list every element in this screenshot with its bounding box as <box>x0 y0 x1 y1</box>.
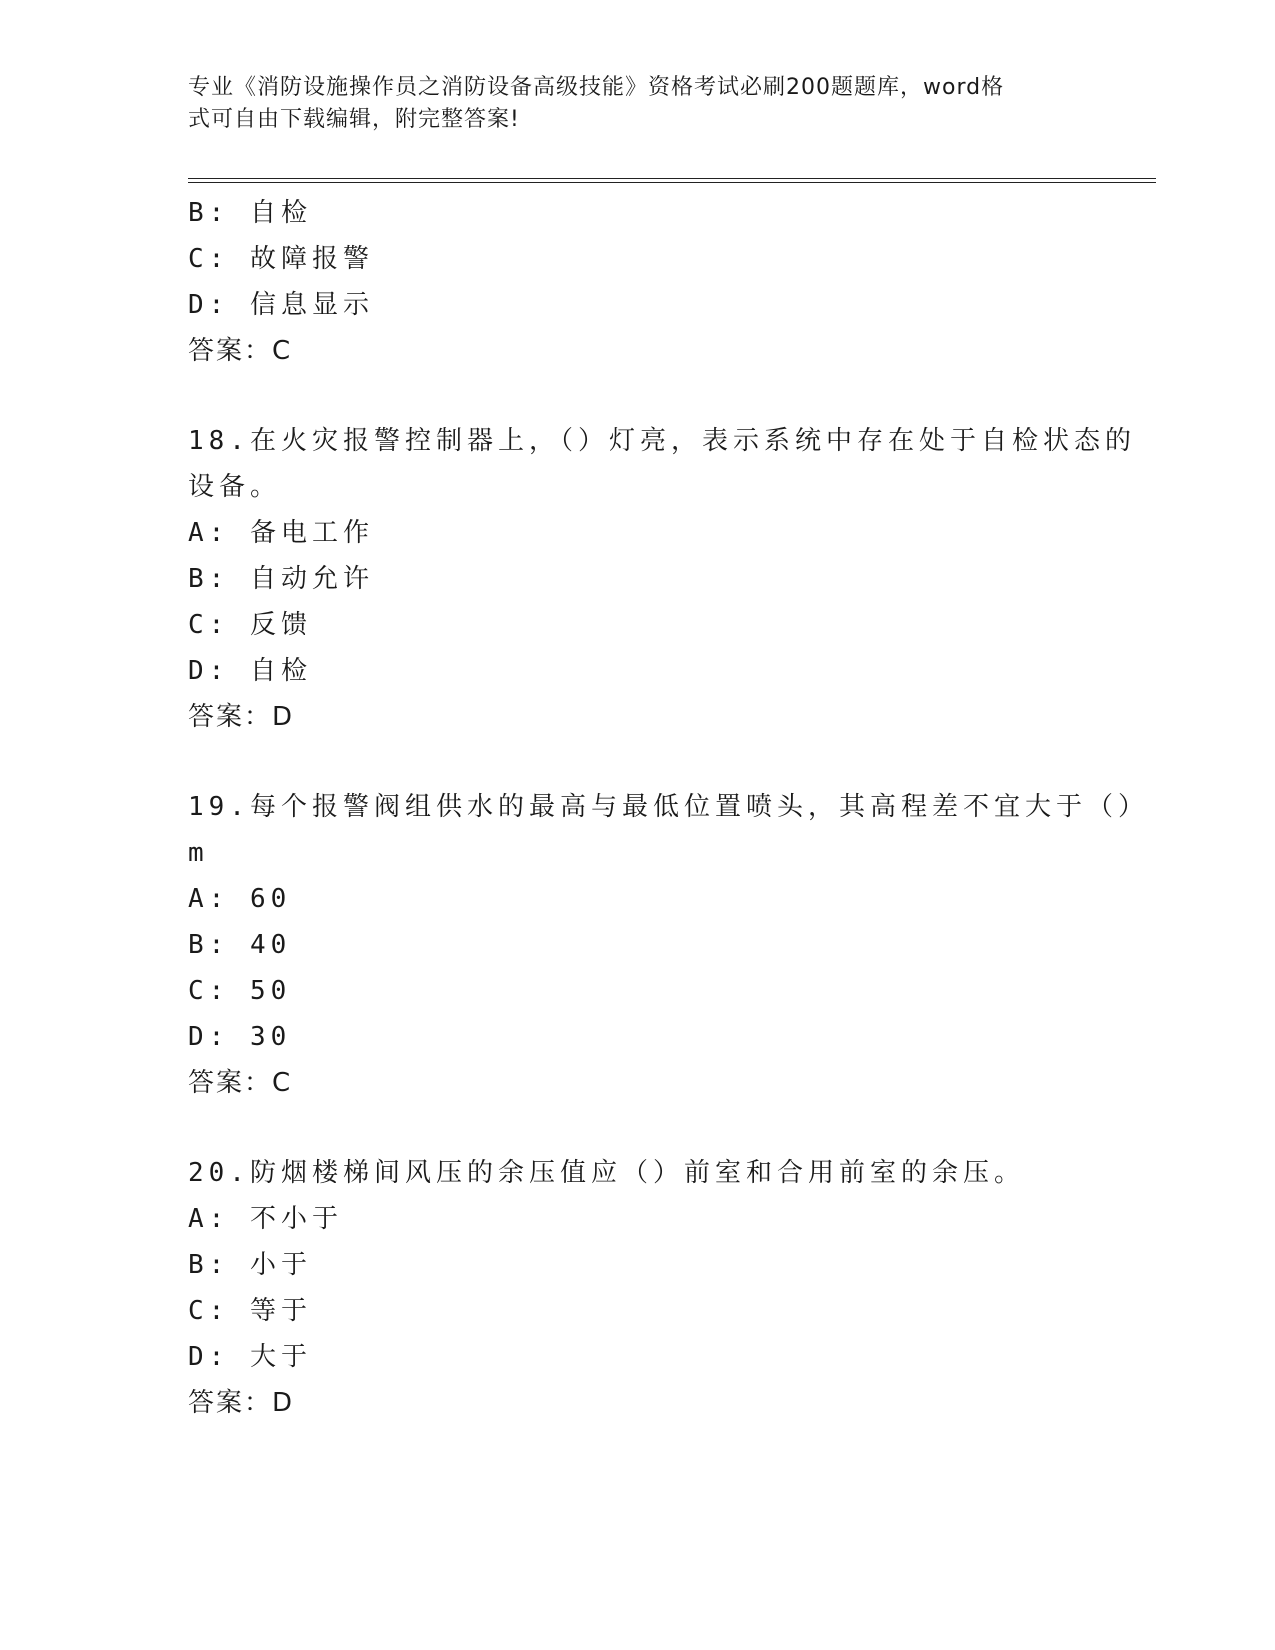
option-c: C: 故障报警 <box>188 244 374 274</box>
option-d: D: 大于 <box>188 1342 312 1372</box>
question-20 <box>188 1150 1088 1426</box>
option-b: B: 自动允许 <box>188 564 374 594</box>
option-c: C: 反馈 <box>188 610 312 640</box>
question-stem-line-1: 18.在火灾报警控制器上，（）灯亮，表示系统中存在处于自检状态的 <box>188 426 1136 456</box>
question-stem-line-1: 19.每个报警阀组供水的最高与最低位置喷头，其高程差不宜大于（） <box>188 792 1149 822</box>
question-19 <box>188 784 1149 1106</box>
option-b: B: 小于 <box>188 1250 312 1280</box>
option-a: A: 备电工作 <box>188 518 374 548</box>
spacer <box>188 1106 1088 1150</box>
question-stem-line-2: 设备。 <box>188 472 282 502</box>
option-a: A: 不小于 <box>188 1204 343 1234</box>
document-header <box>188 72 1068 136</box>
answer: 答案：C <box>188 336 293 366</box>
question-stem-line-2: m <box>188 838 209 868</box>
question-18 <box>188 418 1136 740</box>
spacer <box>188 740 1088 784</box>
option-d: D: 30 <box>188 1022 292 1052</box>
option-d: D: 自检 <box>188 656 312 686</box>
question-content <box>188 190 1149 1426</box>
answer: 答案：C <box>188 1068 293 1098</box>
answer: 答案：D <box>188 702 295 732</box>
header-divider-bottom <box>188 182 1156 183</box>
answer: 答案：D <box>188 1388 295 1418</box>
option-a: A: 60 <box>188 884 292 914</box>
option-c: C: 50 <box>188 976 292 1006</box>
option-b: B: 40 <box>188 930 292 960</box>
spacer <box>188 374 1088 418</box>
option-b: B: 自检 <box>188 198 312 228</box>
header-line-2: 式可自由下载编辑，附完整答案! <box>188 107 520 132</box>
prev-question <box>188 190 1088 374</box>
question-stem-line-1: 20.防烟楼梯间风压的余压值应（）前室和合用前室的余压。 <box>188 1158 1025 1188</box>
option-d: D: 信息显示 <box>188 290 374 320</box>
option-c: C: 等于 <box>188 1296 312 1326</box>
header-divider-top <box>188 178 1156 179</box>
header-line-1: 专业《消防设施操作员之消防设备高级技能》资格考试必刷200题题库，word格 <box>188 75 1005 100</box>
